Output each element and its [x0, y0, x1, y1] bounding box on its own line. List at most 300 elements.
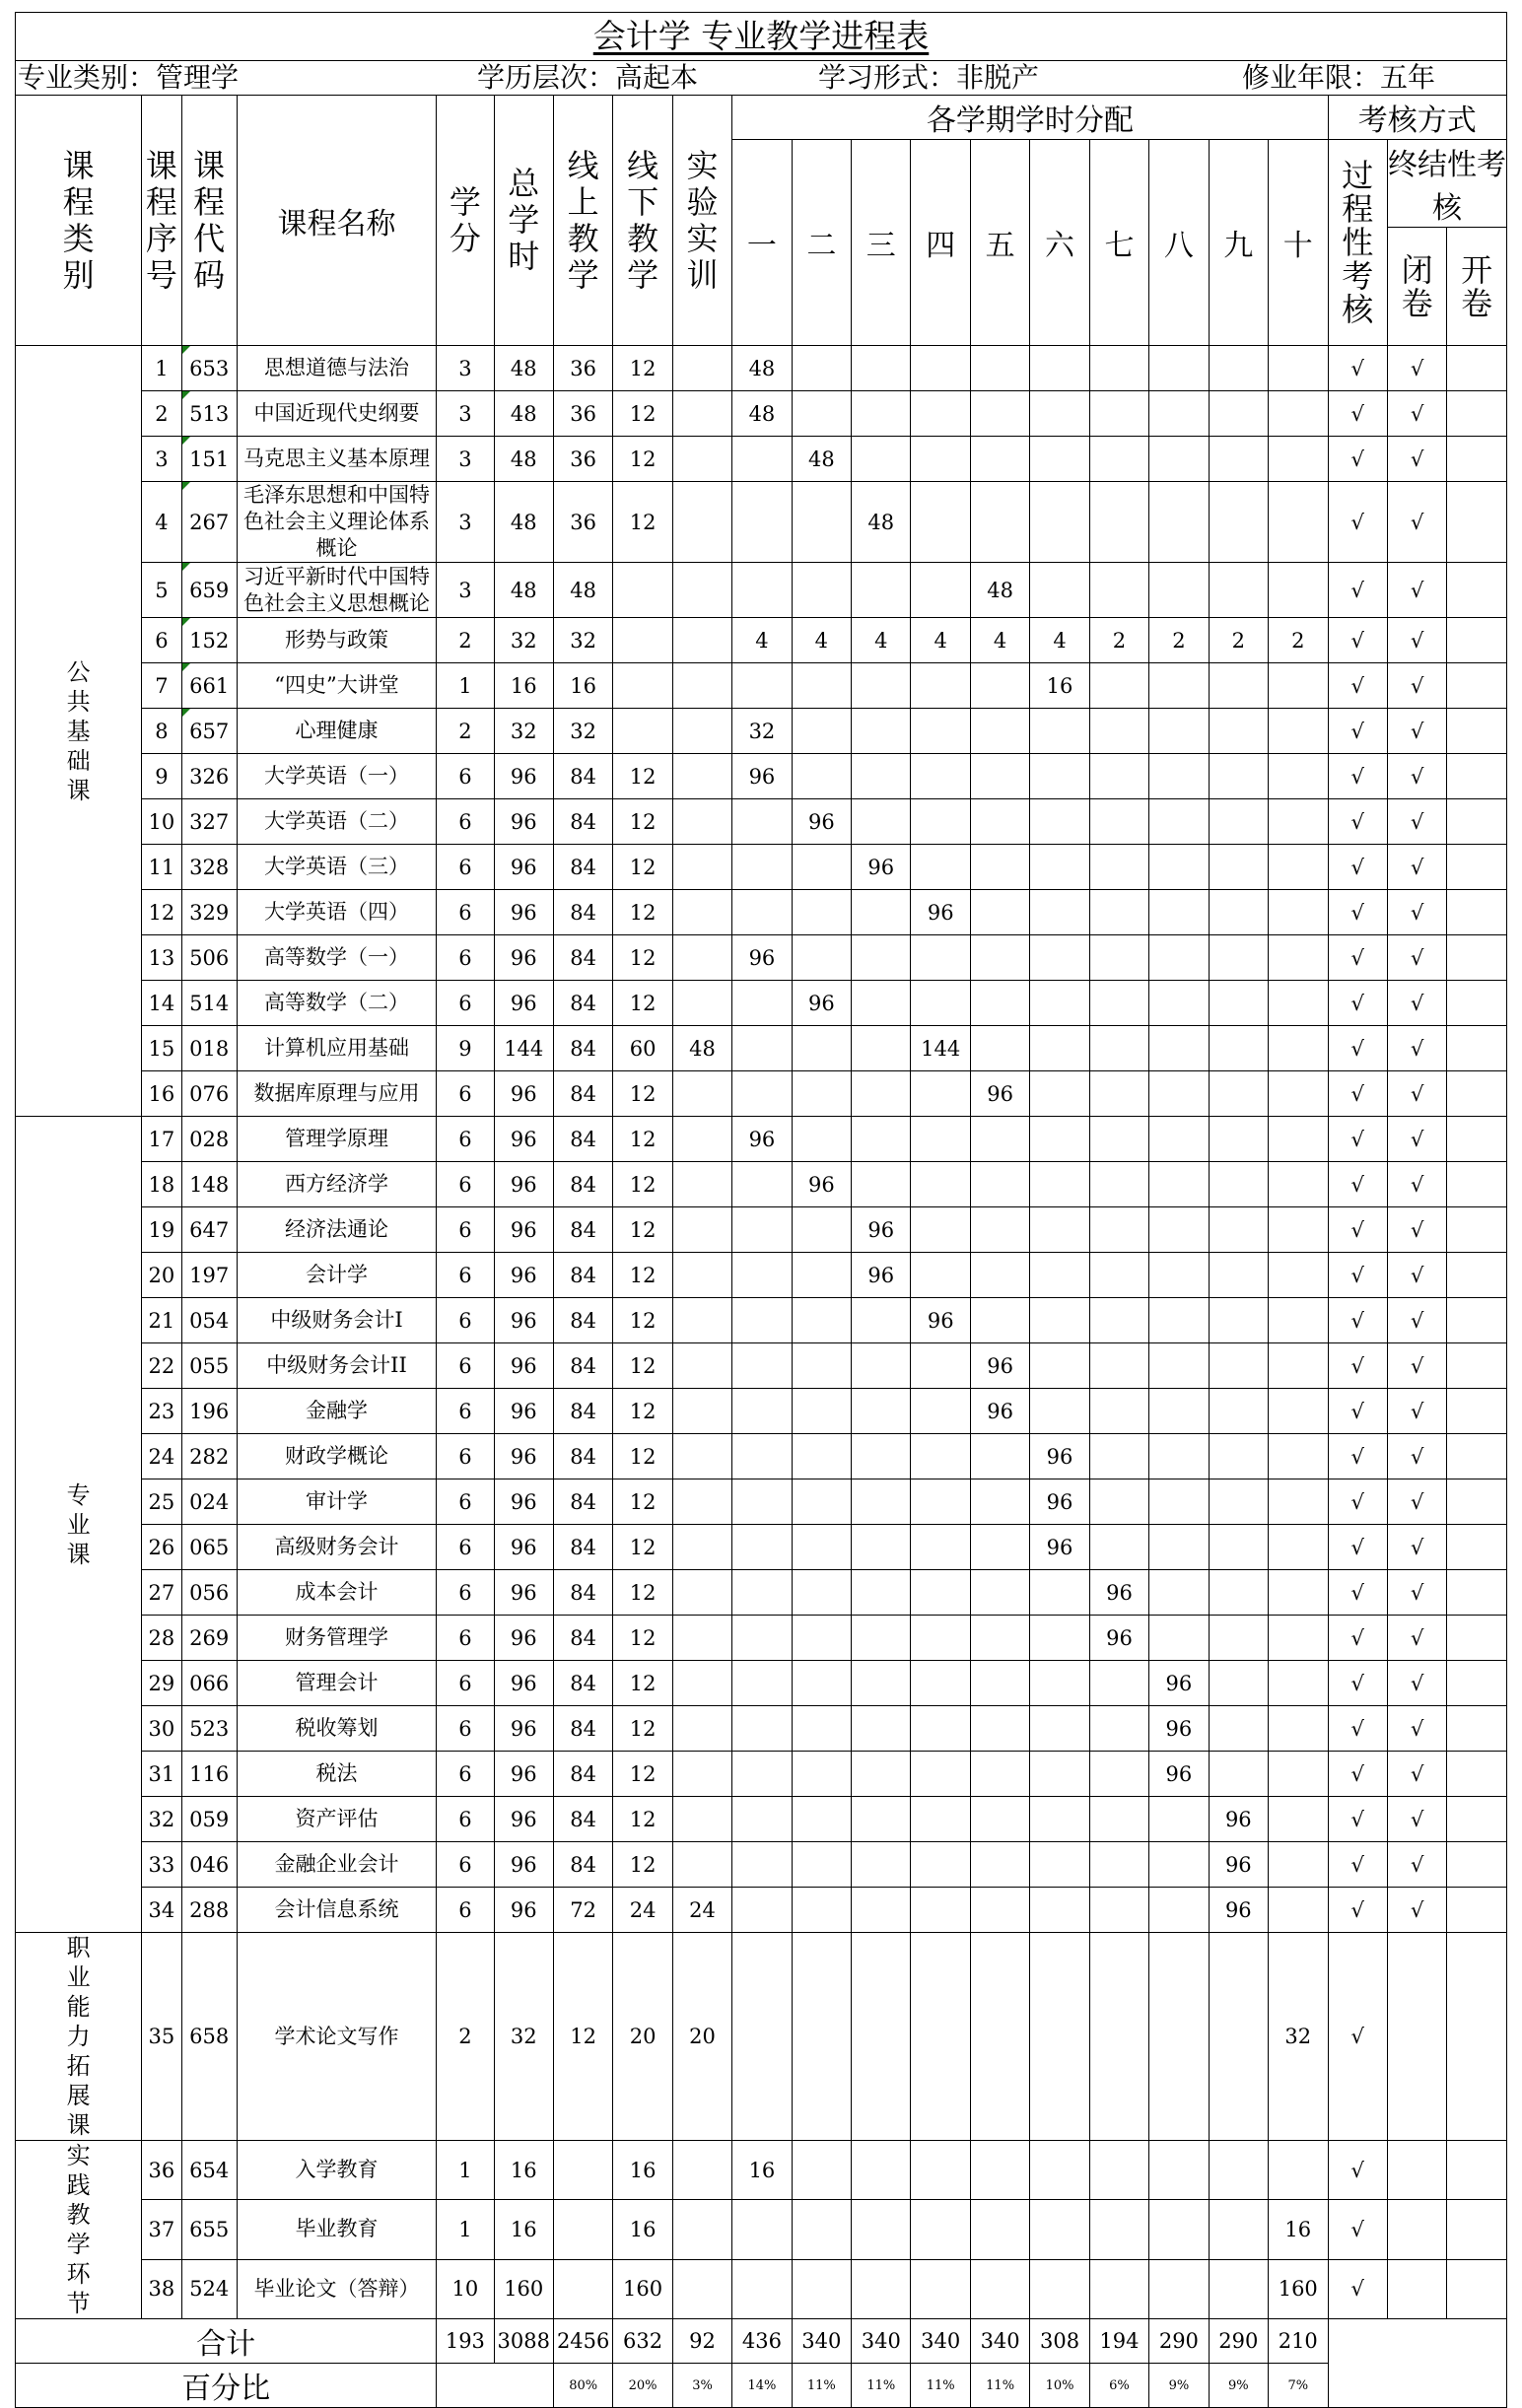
course-code: 655 [181, 2200, 237, 2259]
course-offline-hours: 12 [613, 1343, 672, 1389]
course-table [15, 95, 1507, 2408]
course-closed-check: √ [1387, 890, 1446, 935]
header-process-text: 过 程 性 考 核 [1342, 157, 1374, 328]
course-row [16, 1570, 1507, 1616]
course-semester-1 [732, 1706, 792, 1752]
course-semester-5 [970, 1933, 1029, 2141]
header-closed-text: 闭 卷 [1401, 250, 1433, 322]
course-name: 学术论文写作 [237, 1933, 436, 2141]
course-offline-hours: 12 [613, 1842, 672, 1888]
course-closed-check: √ [1387, 935, 1446, 981]
totals-value: 340 [852, 2319, 911, 2364]
course-semester-4: 144 [911, 1026, 970, 1071]
course-row [16, 1706, 1507, 1752]
course-offline-hours: 12 [613, 981, 672, 1026]
course-offline-hours: 12 [613, 799, 672, 845]
course-semester-10 [1269, 1752, 1328, 1797]
course-semester-8 [1149, 799, 1209, 845]
course-code: 653 [181, 346, 237, 391]
education-level: 学历层次：高起本 [477, 61, 699, 94]
course-semester-9 [1209, 1343, 1268, 1389]
course-process-check: √ [1328, 1207, 1387, 1253]
course-total-hours: 48 [494, 346, 553, 391]
course-semester-1 [732, 482, 792, 563]
course-semester-5 [970, 1661, 1029, 1706]
course-credit: 6 [437, 935, 494, 981]
course-semester-5 [970, 1570, 1029, 1616]
course-code: 054 [181, 1298, 237, 1343]
course-open-check [1447, 1162, 1507, 1207]
course-name: 大学英语（四） [237, 890, 436, 935]
course-offline-hours: 12 [613, 754, 672, 799]
course-semester-3 [852, 1117, 911, 1162]
schedule-sheet [15, 12, 1507, 2408]
course-semester-4 [911, 1479, 970, 1525]
course-semester-5 [970, 2259, 1029, 2318]
course-semester-1: 48 [732, 391, 792, 437]
course-semester-1 [732, 981, 792, 1026]
course-code: 065 [181, 1525, 237, 1570]
course-offline-hours: 12 [613, 845, 672, 890]
course-semester-6 [1030, 2259, 1089, 2318]
course-semester-10 [1269, 935, 1328, 981]
course-practice-hours [672, 2141, 731, 2200]
course-semester-4 [911, 1343, 970, 1389]
course-semester-8 [1149, 2259, 1209, 2318]
category-name: 职 业 能 力 拓 展 课 [66, 1934, 91, 2139]
course-practice-hours [672, 1706, 731, 1752]
course-semester-7 [1089, 799, 1148, 845]
course-semester-1 [732, 1298, 792, 1343]
course-code: 327 [181, 799, 237, 845]
course-semester-5 [970, 1706, 1029, 1752]
course-row [16, 346, 1507, 391]
course-practice-hours [672, 1253, 731, 1298]
course-closed-check: √ [1387, 1616, 1446, 1661]
course-semester-10 [1269, 1343, 1328, 1389]
course-credit: 6 [437, 1616, 494, 1661]
course-code: 148 [181, 1162, 237, 1207]
course-offline-hours: 12 [613, 935, 672, 981]
course-credit: 3 [437, 346, 494, 391]
course-open-check [1447, 1343, 1507, 1389]
header-open [1447, 228, 1507, 346]
course-semester-6: 4 [1030, 618, 1089, 663]
course-closed-check: √ [1387, 437, 1446, 482]
course-code: 523 [181, 1706, 237, 1752]
course-semester-4 [911, 1253, 970, 1298]
course-semester-8 [1149, 1842, 1209, 1888]
course-closed-check: √ [1387, 1842, 1446, 1888]
course-semester-6 [1030, 1026, 1089, 1071]
course-semester-5 [970, 1298, 1029, 1343]
course-semester-7: 2 [1089, 618, 1148, 663]
course-semester-9 [1209, 2259, 1268, 2318]
course-credit: 6 [437, 1298, 494, 1343]
course-total-hours: 48 [494, 482, 553, 563]
course-process-check: √ [1328, 1434, 1387, 1479]
course-semester-7 [1089, 1117, 1148, 1162]
course-semester-7 [1089, 1162, 1148, 1207]
course-offline-hours: 12 [613, 1207, 672, 1253]
course-process-check: √ [1328, 1752, 1387, 1797]
totals-value: 193 [437, 2319, 494, 2364]
course-code: 076 [181, 1071, 237, 1117]
course-semester-3 [852, 1026, 911, 1071]
course-name: 形势与政策 [237, 618, 436, 663]
course-semester-4 [911, 1162, 970, 1207]
course-semester-6 [1030, 1616, 1089, 1661]
course-semester-4 [911, 1706, 970, 1752]
study-duration: 修业年限：五年 [1242, 61, 1436, 94]
course-seq: 5 [142, 563, 181, 618]
course-open-check [1447, 1479, 1507, 1525]
course-semester-9 [1209, 346, 1268, 391]
course-open-check [1447, 1253, 1507, 1298]
course-credit: 2 [437, 618, 494, 663]
course-total-hours: 160 [494, 2259, 553, 2318]
totals-label: 合计 [16, 2319, 437, 2364]
course-total-hours: 96 [494, 1479, 553, 1525]
header-online-text: 线 上 教 学 [567, 146, 599, 294]
course-semester-7 [1089, 1253, 1148, 1298]
course-closed-check: √ [1387, 1207, 1446, 1253]
course-total-hours: 96 [494, 1071, 553, 1117]
course-total-hours: 96 [494, 1207, 553, 1253]
course-online-hours: 84 [553, 1298, 612, 1343]
course-row [16, 1389, 1507, 1434]
course-offline-hours: 12 [613, 1117, 672, 1162]
course-semester-2 [792, 1888, 851, 1933]
course-row [16, 1343, 1507, 1389]
course-total-hours: 96 [494, 1389, 553, 1434]
course-semester-8 [1149, 1888, 1209, 1933]
course-open-check [1447, 1298, 1507, 1343]
course-row [16, 1525, 1507, 1570]
course-process-check: √ [1328, 482, 1387, 563]
course-name: 税收筹划 [237, 1706, 436, 1752]
course-semester-6 [1030, 563, 1089, 618]
course-semester-3: 48 [852, 482, 911, 563]
course-online-hours: 12 [553, 1933, 612, 2141]
course-offline-hours [613, 563, 672, 618]
header-total-hours [494, 96, 553, 346]
course-online-hours: 36 [553, 391, 612, 437]
course-credit: 6 [437, 1389, 494, 1434]
course-semester-9 [1209, 1207, 1268, 1253]
course-online-hours: 84 [553, 890, 612, 935]
course-seq: 15 [142, 1026, 181, 1071]
course-semester-6 [1030, 1752, 1089, 1797]
course-semester-10 [1269, 1706, 1328, 1752]
course-semester-2 [792, 1479, 851, 1525]
course-semester-8: 96 [1149, 1661, 1209, 1706]
course-name: 中国近现代史纲要 [237, 391, 436, 437]
course-semester-8 [1149, 563, 1209, 618]
course-name: 中级财务会计I [237, 1298, 436, 1343]
course-process-check: √ [1328, 1343, 1387, 1389]
course-semester-7 [1089, 1026, 1148, 1071]
study-form: 学习形式：非脱产 [818, 61, 1040, 94]
course-open-check [1447, 482, 1507, 563]
course-semester-6 [1030, 2141, 1089, 2200]
course-semester-1 [732, 1888, 792, 1933]
course-total-hours: 96 [494, 754, 553, 799]
header-semester-group: 各学期学时分配 [732, 96, 1328, 140]
course-semester-10 [1269, 1253, 1328, 1298]
course-name: 金融企业会计 [237, 1842, 436, 1888]
course-practice-hours [672, 1479, 731, 1525]
course-seq: 1 [142, 346, 181, 391]
course-code: 151 [181, 437, 237, 482]
course-semester-7 [1089, 1434, 1148, 1479]
course-semester-7: 96 [1089, 1616, 1148, 1661]
course-code: 046 [181, 1842, 237, 1888]
course-credit: 6 [437, 1570, 494, 1616]
course-semester-7: 96 [1089, 1570, 1148, 1616]
course-row [16, 563, 1507, 618]
course-semester-7 [1089, 2200, 1148, 2259]
course-semester-4 [911, 391, 970, 437]
course-row [16, 2200, 1507, 2259]
course-credit: 6 [437, 1434, 494, 1479]
course-seq: 16 [142, 1071, 181, 1117]
course-offline-hours: 12 [613, 1706, 672, 1752]
course-practice-hours [672, 1071, 731, 1117]
course-offline-hours [613, 709, 672, 754]
course-code: 661 [181, 663, 237, 709]
course-online-hours: 48 [553, 563, 612, 618]
course-seq: 26 [142, 1525, 181, 1570]
percent-value: 14% [732, 2364, 792, 2408]
header-code [181, 96, 237, 346]
course-total-hours: 16 [494, 2141, 553, 2200]
percent-label: 百分比 [16, 2364, 437, 2408]
course-name: 习近平新时代中国特色社会主义思想概论 [237, 563, 436, 618]
course-row [16, 1933, 1507, 2141]
course-semester-4 [911, 1752, 970, 1797]
header-semester-4: 四 [911, 140, 970, 346]
course-seq: 10 [142, 799, 181, 845]
course-semester-1 [732, 1207, 792, 1253]
course-online-hours: 16 [553, 663, 612, 709]
course-row [16, 799, 1507, 845]
course-practice-hours [672, 2200, 731, 2259]
course-closed-check: √ [1387, 1479, 1446, 1525]
header-category-text: 课 程 类 别 [62, 146, 95, 294]
course-semester-9 [1209, 754, 1268, 799]
course-semester-10 [1269, 482, 1328, 563]
course-open-check [1447, 391, 1507, 437]
course-name: 计算机应用基础 [237, 1026, 436, 1071]
course-semester-4 [911, 1071, 970, 1117]
course-process-check: √ [1328, 799, 1387, 845]
totals-value: 290 [1149, 2319, 1209, 2364]
course-semester-5: 96 [970, 1071, 1029, 1117]
course-semester-8 [1149, 346, 1209, 391]
course-semester-8 [1149, 1933, 1209, 2141]
course-closed-check: √ [1387, 1343, 1446, 1389]
course-code: 329 [181, 890, 237, 935]
course-process-check: √ [1328, 1888, 1387, 1933]
course-practice-hours: 48 [672, 1026, 731, 1071]
course-credit: 3 [437, 437, 494, 482]
course-semester-5 [970, 346, 1029, 391]
course-practice-hours [672, 1343, 731, 1389]
course-online-hours: 84 [553, 754, 612, 799]
course-process-check: √ [1328, 1162, 1387, 1207]
course-open-check [1447, 1389, 1507, 1434]
course-semester-9: 96 [1209, 1888, 1268, 1933]
course-semester-8 [1149, 890, 1209, 935]
course-semester-3 [852, 1570, 911, 1616]
course-semester-4 [911, 1570, 970, 1616]
course-semester-2 [792, 2141, 851, 2200]
course-row [16, 1298, 1507, 1343]
course-semester-8 [1149, 437, 1209, 482]
header-code-text: 课 程 代 码 [193, 146, 226, 294]
course-semester-7 [1089, 1933, 1148, 2141]
course-semester-5 [970, 1207, 1029, 1253]
course-name: 入学教育 [237, 2141, 436, 2200]
course-seq: 3 [142, 437, 181, 482]
course-semester-10: 32 [1269, 1933, 1328, 2141]
course-semester-3 [852, 981, 911, 1026]
course-online-hours: 84 [553, 1479, 612, 1525]
course-semester-1 [732, 1752, 792, 1797]
course-semester-5 [970, 1842, 1029, 1888]
course-total-hours: 144 [494, 1026, 553, 1071]
totals-value: 340 [792, 2319, 851, 2364]
course-semester-3: 4 [852, 618, 911, 663]
course-credit: 1 [437, 663, 494, 709]
totals-value: 340 [911, 2319, 970, 2364]
course-name: 管理会计 [237, 1661, 436, 1706]
course-semester-5 [970, 754, 1029, 799]
course-semester-6 [1030, 1706, 1089, 1752]
course-open-check [1447, 981, 1507, 1026]
course-offline-hours: 24 [613, 1888, 672, 1933]
course-practice-hours [672, 1298, 731, 1343]
header-semester-8: 八 [1149, 140, 1209, 346]
header-process [1328, 140, 1387, 346]
course-semester-4 [911, 709, 970, 754]
course-semester-3 [852, 391, 911, 437]
course-semester-10 [1269, 663, 1328, 709]
course-semester-2 [792, 709, 851, 754]
course-seq: 11 [142, 845, 181, 890]
percent-value: 9% [1209, 2364, 1268, 2408]
course-open-check [1447, 563, 1507, 618]
course-semester-6 [1030, 346, 1089, 391]
course-semester-4 [911, 2141, 970, 2200]
course-semester-5 [970, 1434, 1029, 1479]
course-open-check [1447, 346, 1507, 391]
course-online-hours: 84 [553, 1616, 612, 1661]
course-semester-9 [1209, 1933, 1268, 2141]
course-total-hours: 96 [494, 799, 553, 845]
course-name: 高等数学（一） [237, 935, 436, 981]
course-name: 西方经济学 [237, 1162, 436, 1207]
course-semester-9 [1209, 1162, 1268, 1207]
course-semester-3 [852, 709, 911, 754]
course-semester-6 [1030, 437, 1089, 482]
course-semester-10 [1269, 1389, 1328, 1434]
course-semester-7 [1089, 981, 1148, 1026]
course-closed-check: √ [1387, 1797, 1446, 1842]
course-row [16, 981, 1507, 1026]
totals-value: 2456 [553, 2319, 612, 2364]
course-online-hours: 84 [553, 1162, 612, 1207]
course-semester-2 [792, 1253, 851, 1298]
percent-value: 11% [792, 2364, 851, 2408]
major-category: 专业类别：管理学 [18, 61, 240, 94]
course-code: 059 [181, 1797, 237, 1842]
course-row [16, 890, 1507, 935]
course-practice-hours [672, 1752, 731, 1797]
course-semester-2: 96 [792, 981, 851, 1026]
course-row [16, 482, 1507, 563]
header-practice [672, 96, 731, 346]
course-semester-2 [792, 1389, 851, 1434]
course-semester-2 [792, 1298, 851, 1343]
course-semester-1 [732, 2200, 792, 2259]
course-closed-check: √ [1387, 1162, 1446, 1207]
course-semester-4 [911, 2200, 970, 2259]
category-cell [16, 1933, 142, 2141]
course-semester-3 [852, 1071, 911, 1117]
course-semester-7 [1089, 437, 1148, 482]
course-semester-9 [1209, 391, 1268, 437]
course-semester-9: 96 [1209, 1797, 1268, 1842]
course-credit: 9 [437, 1026, 494, 1071]
course-semester-8 [1149, 1207, 1209, 1253]
course-open-check [1447, 1071, 1507, 1117]
course-semester-3 [852, 1479, 911, 1525]
course-semester-5 [970, 799, 1029, 845]
course-offline-hours: 16 [613, 2200, 672, 2259]
course-semester-2 [792, 1343, 851, 1389]
course-open-check [1447, 1661, 1507, 1706]
course-semester-2: 4 [792, 618, 851, 663]
course-semester-9 [1209, 1434, 1268, 1479]
course-closed-check: √ [1387, 1117, 1446, 1162]
course-online-hours: 32 [553, 709, 612, 754]
category-name: 公 共 基 础 课 [66, 657, 91, 804]
course-semester-4 [911, 1661, 970, 1706]
course-semester-6 [1030, 391, 1089, 437]
course-semester-6: 16 [1030, 663, 1089, 709]
course-semester-1: 32 [732, 709, 792, 754]
course-semester-3 [852, 563, 911, 618]
course-practice-hours [672, 1616, 731, 1661]
course-credit: 6 [437, 1661, 494, 1706]
course-semester-3 [852, 1389, 911, 1434]
totals-value: 194 [1089, 2319, 1148, 2364]
header-credit [437, 96, 494, 346]
course-semester-5 [970, 2141, 1029, 2200]
course-semester-5 [970, 845, 1029, 890]
course-semester-7 [1089, 845, 1148, 890]
course-semester-8 [1149, 935, 1209, 981]
course-semester-8 [1149, 1479, 1209, 1525]
course-semester-3: 96 [852, 1207, 911, 1253]
totals-blank [1328, 2319, 1507, 2408]
course-semester-4 [911, 437, 970, 482]
course-open-check [1447, 2200, 1507, 2259]
course-semester-5 [970, 1479, 1029, 1525]
header-offline-text: 线 下 教 学 [627, 146, 659, 294]
